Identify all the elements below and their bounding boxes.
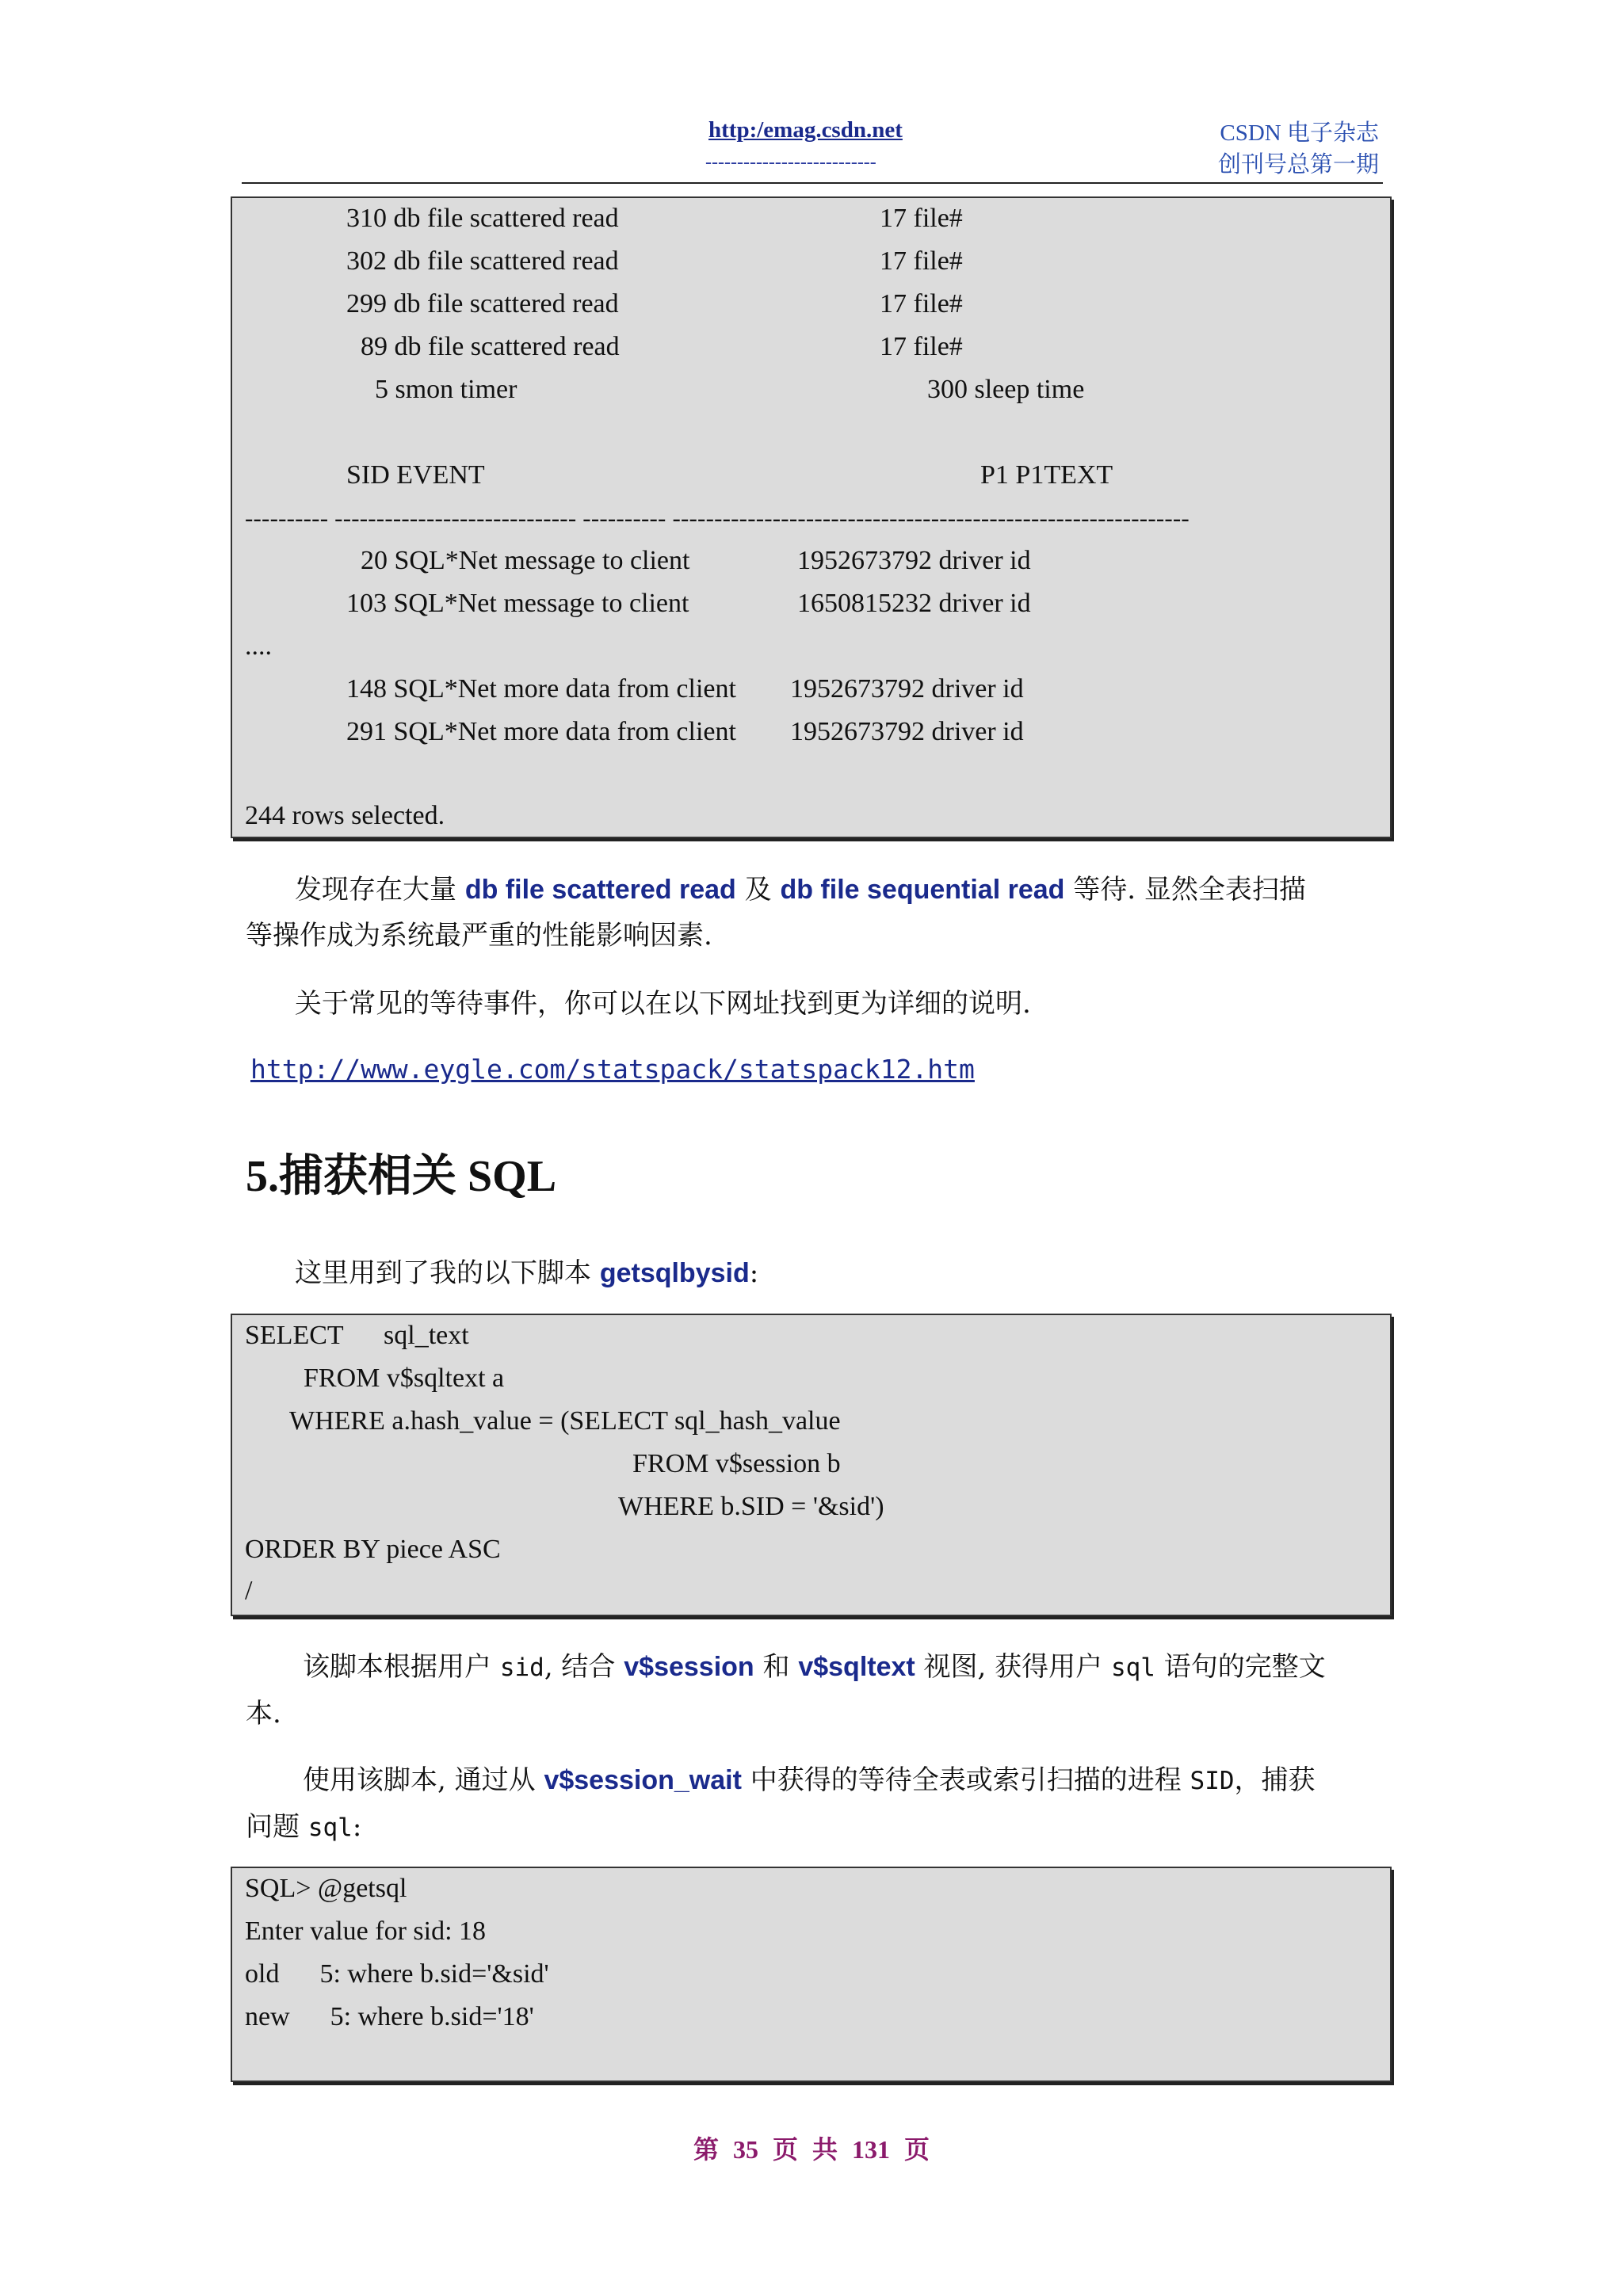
para-text: 中获得的等待全表或索引扫描的进程 (741, 1764, 1190, 1796)
output-line: 103 SQL*Net message to client (346, 589, 689, 618)
code-sid: sid (499, 1653, 544, 1682)
sqlplus-line: SQL> @getsql (245, 1874, 407, 1903)
keyword-db-file-sequential-read: db file sequential read (780, 875, 1065, 905)
header-url-underline: --------------------------- (705, 152, 876, 173)
para-text: 问题 (246, 1811, 308, 1843)
page-number-footer: 第 35 页 共 131 页 (693, 2135, 930, 2164)
sql-line: WHERE b.SID = '&sid') (618, 1492, 884, 1521)
para-text: 等待. 显然全表扫描 (1064, 874, 1306, 906)
keyword-db-file-scattered-read: db file scattered read (464, 875, 736, 905)
para-text: 发现存在大量 (295, 874, 465, 906)
rows-selected-line: 244 rows selected. (245, 801, 445, 830)
output-line: 1952673792 driver id (790, 717, 1024, 746)
output-line: 17 file# (880, 289, 963, 318)
query-output-box (231, 196, 1392, 838)
para-text: 使用该脚本, 通过从 (303, 1764, 544, 1796)
output-line: 1952673792 driver id (797, 546, 1031, 575)
sqlplus-line: new 5: where b.sid='18' (245, 2002, 534, 2031)
header-url-link[interactable]: http:/emag.csdn.net (708, 117, 903, 143)
ellipsis-line: .... (245, 631, 272, 661)
para-text: , 结合 (544, 1651, 624, 1683)
sqlplus-line: Enter value for sid: 18 (245, 1917, 487, 1946)
keyword-v-session-wait: v$session_wait (544, 1765, 742, 1795)
sql-line: FROM v$sqltext a (304, 1363, 505, 1393)
sql-line: SELECT sql_text (245, 1321, 469, 1350)
para-text: 这里用到了我的以下脚本 (295, 1257, 600, 1289)
header-rule (242, 182, 1383, 184)
paragraph-scattered-read (246, 867, 1379, 959)
para-text: 和 (754, 1651, 799, 1683)
keyword-v-sqltext: v$sqltext (798, 1652, 915, 1682)
column-header-line: P1 P1TEXT (980, 460, 1113, 490)
output-line: 291 SQL*Net more data from client (346, 717, 736, 746)
keyword-getsqlbysid: getsqlbysid (599, 1258, 750, 1288)
output-line: 5 smon timer (375, 375, 517, 404)
section-title: 5.捕获相关 SQL (246, 1152, 557, 1201)
separator-line: ---------- ----------------------------- ---------- -------------------------------------------------------------- (245, 504, 1190, 532)
para-text: : (352, 1811, 362, 1843)
output-line: 1650815232 driver id (797, 589, 1031, 618)
para-text: 该脚本根据用户 (303, 1651, 500, 1683)
output-line: 1952673792 driver id (790, 674, 1024, 704)
para-text: 及 (735, 874, 781, 906)
code-sql: sql (1110, 1653, 1155, 1682)
paragraph-script-intro (246, 1250, 1379, 1296)
output-line: 17 file# (880, 332, 963, 361)
sql-line: WHERE a.hash_value = (SELECT sql_hash_value (289, 1406, 841, 1436)
output-line: 302 db file scattered read (346, 246, 619, 276)
paragraph-capture-sql (246, 1757, 1379, 1851)
sqlplus-line: old 5: where b.sid='&sid' (245, 1959, 549, 1989)
sql-line: / (245, 1576, 253, 1605)
sql-script-box (231, 1314, 1392, 1616)
sql-line: ORDER BY piece ASC (245, 1535, 501, 1564)
sqlplus-session-box (231, 1867, 1392, 2082)
para-text: 本. (246, 1698, 281, 1730)
header-magazine-title (1218, 117, 1379, 181)
sql-line: FROM v$session b (632, 1449, 841, 1478)
para-text: ，捕获 (1234, 1764, 1316, 1796)
column-header-line: SID EVENT (346, 460, 485, 490)
para-text: 视图, 获得用户 (915, 1651, 1111, 1683)
output-line: 17 file# (880, 246, 963, 276)
output-line: 148 SQL*Net more data from client (346, 674, 736, 704)
para-text: 语句的完整文 (1155, 1651, 1326, 1683)
paragraph-script-description (246, 1644, 1379, 1737)
header-magazine-line2: 创刊号总第一期 (1217, 152, 1379, 177)
code-sql: sql (307, 1814, 353, 1842)
output-line: 17 file# (880, 204, 963, 233)
code-sid: SID (1190, 1767, 1235, 1795)
output-line: 20 SQL*Net message to client (361, 546, 690, 575)
statspack-link[interactable]: http://www.eygle.com/statspack/statspack12.htm (250, 1054, 975, 1085)
header-magazine-line1: CSDN 电子杂志 (1220, 120, 1379, 146)
output-line: 89 db file scattered read (361, 332, 620, 361)
output-line: 299 db file scattered read (346, 289, 619, 318)
para-text: 等操作成为系统最严重的性能影响因素. (246, 920, 712, 952)
output-line: 300 sleep time (927, 375, 1085, 404)
para-text: : (749, 1257, 759, 1289)
paragraph-wait-events: 关于常见的等待事件，你可以在以下网址找到更为详细的说明. (295, 988, 1031, 1020)
output-line: 310 db file scattered read (346, 204, 619, 233)
keyword-v-session: v$session (624, 1652, 754, 1682)
